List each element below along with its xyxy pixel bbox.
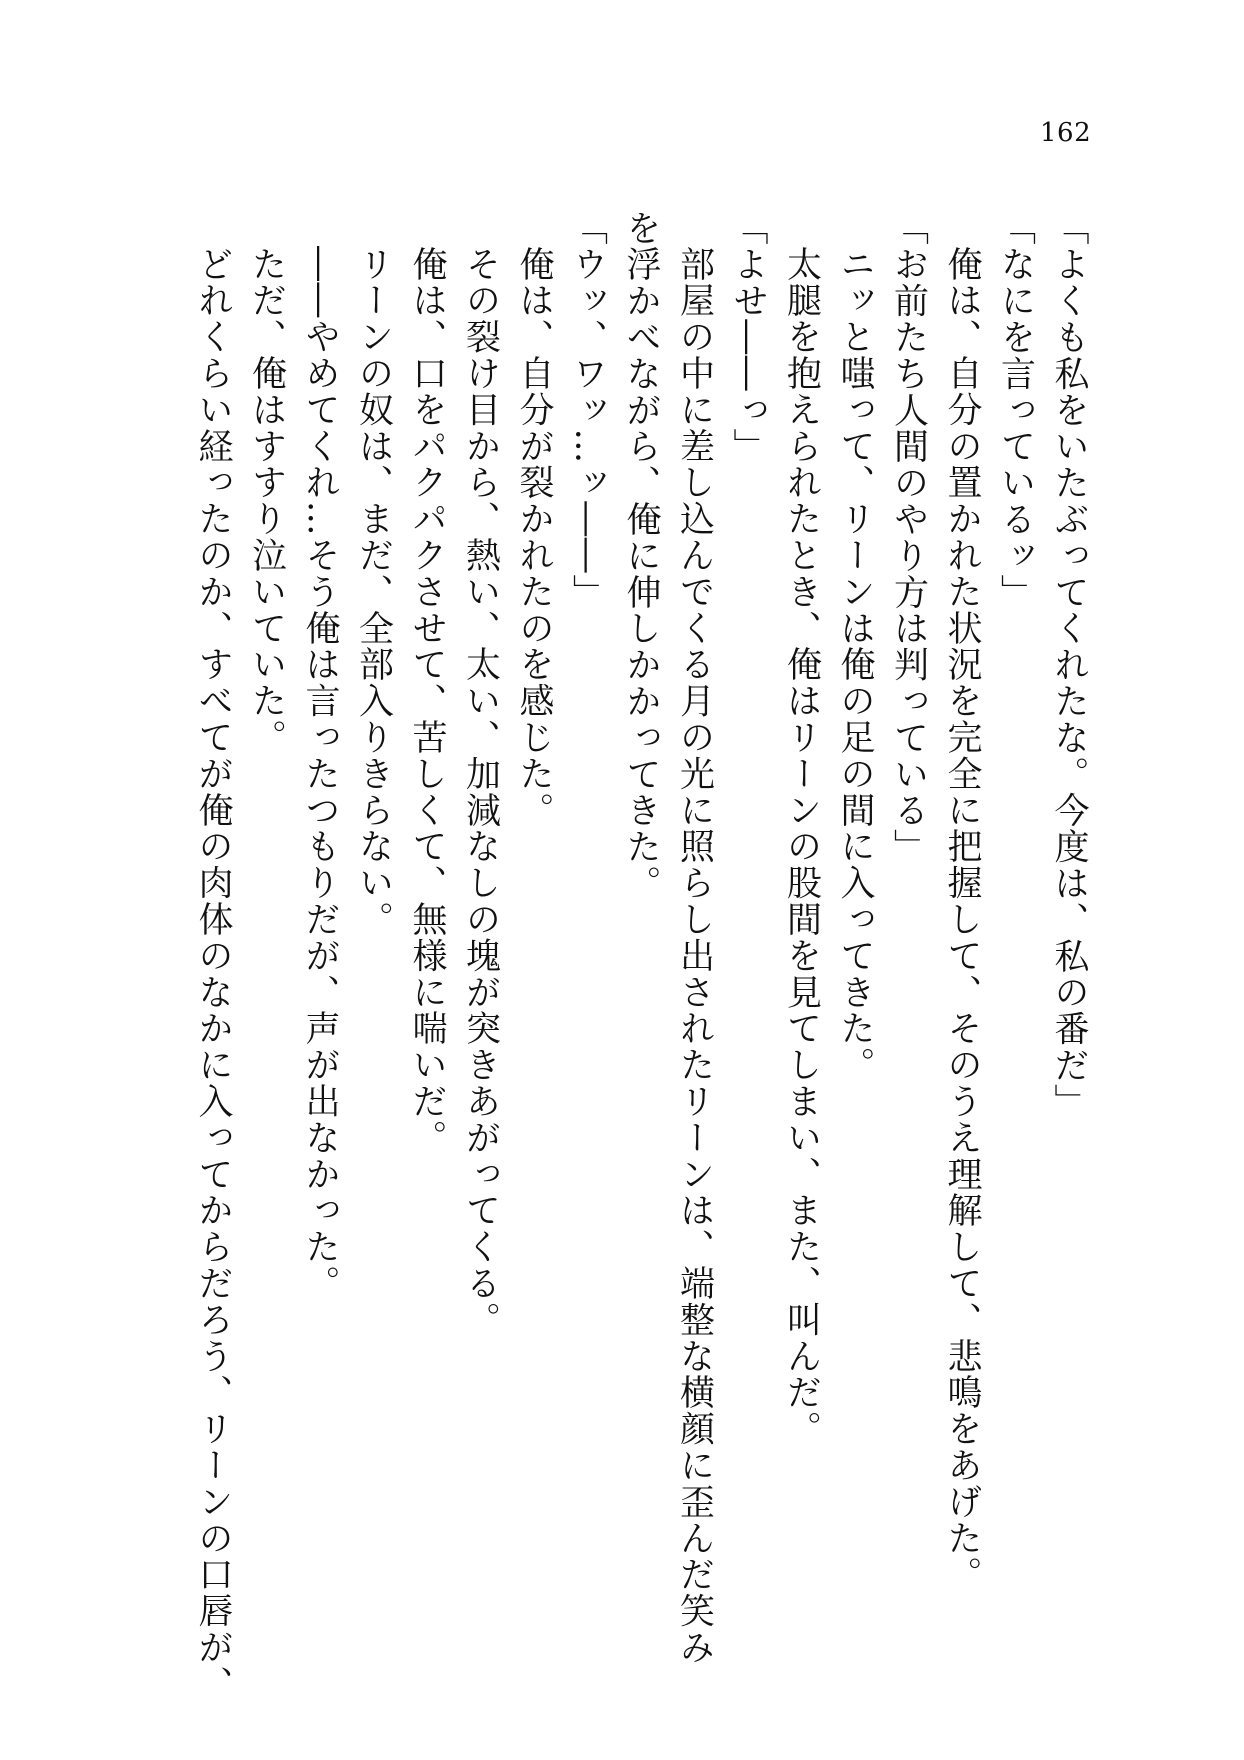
text-line: 俺は、自分の置かれた状況を完全に把握して、そのうえ理解して、悲鳴をあげた。 bbox=[942, 246, 982, 1593]
text-line: 俺は、自分が裂かれたのを感じた。 bbox=[514, 246, 554, 829]
text-line: を浮かべながら、俺に伸しかかってきた。 bbox=[621, 210, 661, 902]
text-line: どれくらい経ったのか、すべてが俺の肉体のなかに入ってからだろう、リーンの口唇が、 bbox=[193, 246, 233, 1702]
text-line: 「ウッ、ワッ…ッ――」 bbox=[567, 210, 608, 611]
page-number: 162 bbox=[1040, 118, 1092, 148]
text-line: 「よせ――っ」 bbox=[728, 210, 768, 465]
text-line: ――やめてくれ…そう俺は言ったつもりだが、声が出なかった。 bbox=[300, 246, 340, 1302]
vertical-text-body bbox=[165, 210, 1095, 1702]
text-line: 「よくも私をいたぶってくれたな。今度は、私の番だ」 bbox=[1049, 210, 1089, 1120]
text-line: 俺は、口をパクパクさせて、苦しくて、無様に喘いだ。 bbox=[407, 246, 447, 1156]
text-line: ただ、俺はすすり泣いていた。 bbox=[246, 246, 287, 756]
text-line: リーンの奴は、まだ、全部入りきらない。 bbox=[353, 246, 394, 938]
text-line: 太腿を抱えられたとき、俺はリーンの股間を見てしまい、また、叫んだ。 bbox=[781, 246, 822, 1448]
text-line: その裂け目から、熱い、太い、加減なしの塊が突きあがってくる。 bbox=[460, 246, 501, 1338]
text-line: ニッと嗤って、リーンは俺の足の間に入ってきた。 bbox=[835, 246, 875, 1084]
text-line: 部屋の中に差し込んでくる月の光に照らし出されたリーンは、端整な横顔に歪んだ笑み bbox=[674, 246, 715, 1666]
text-line: 「お前たち人間のやり方は判っている」 bbox=[888, 210, 929, 866]
text-line: 「なにを言っているッ」 bbox=[995, 210, 1036, 611]
